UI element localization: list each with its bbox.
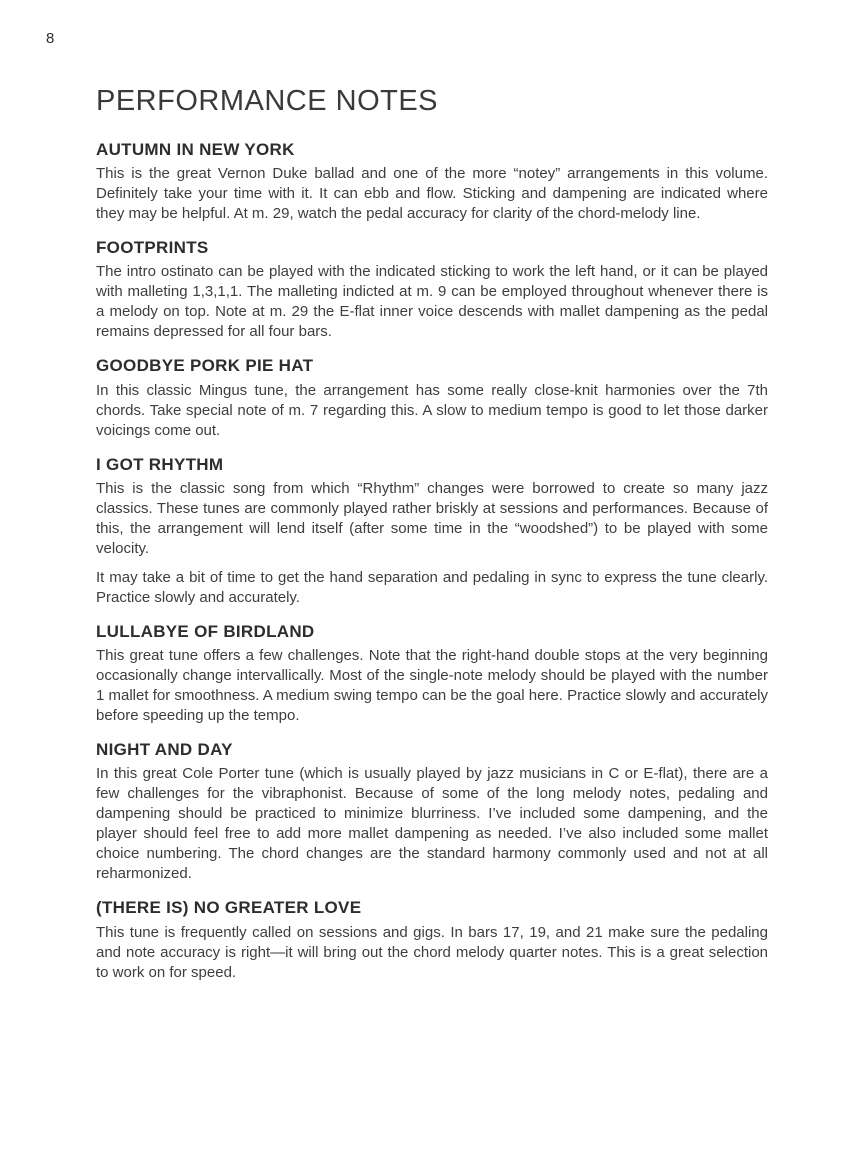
- section-paragraph: This tune is frequently called on sessions and gigs. In bars 17, 19, and 21 make sure the pedaling and note accuracy is right—it will bring out the chord melody quarter notes. This is a great selection to work on for speed.: [96, 923, 768, 981]
- section-heading: LULLABYE OF BIRDLAND: [96, 621, 315, 641]
- section-paragraph: This great tune offers a few challenges. Note that the right-hand double stops at the very beginning occasionally change intervallically. Most of the single-note melody should be played with the number 1 mallet for smoothness. A medium swing tempo can be the goal here. Practice slowly and accurately before speeding up the tempo.: [96, 647, 769, 725]
- section-paragraph: In this classic Mingus tune, the arrangement has some really close-knit harmonies over the 7th chords. Take special note of m. 7 regarding this. A slow to medium tempo is good to let those darker voicings come out.: [96, 381, 768, 439]
- section-heading: NIGHT AND DAY: [96, 740, 233, 760]
- section-paragraph: This is the classic song from which “Rhythm” changes were borrowed to create so many jazz classics. These tunes are commonly played rather briskly at sessions and performances. Because of this, the arrangement will lend itself (after some time in the “woodshed”) to be played with some velocity.: [96, 479, 768, 557]
- section-lullabye-of-birdland: [96, 621, 768, 726]
- section-paragraph: This is the great Vernon Duke ballad and one of the more “notey” arrangements in this volume. Definitely take your time with it. It can ebb and flow. Sticking and dampening are indicated where they may be helpful. At m. 29, watch the pedal accuracy for clarity of the chord-melody line.: [96, 165, 768, 223]
- section-autumn-in-new-york: [96, 139, 768, 224]
- section-heading: AUTUMN IN NEW YORK: [96, 139, 295, 159]
- section-heading: GOODBYE PORK PIE HAT: [96, 356, 314, 376]
- section-night-and-day: [96, 739, 768, 884]
- section-heading: (THERE IS) NO GREATER LOVE: [96, 898, 362, 918]
- section-i-got-rhythm: [96, 454, 768, 608]
- section-paragraph: It may take a bit of time to get the hand separation and pedaling in sync to express the tune clearly. Practice slowly and accurately.: [96, 568, 768, 606]
- section-goodbye-pork-pie-hat: [96, 355, 768, 440]
- page-title: PERFORMANCE NOTES: [96, 85, 439, 117]
- section-heading: I GOT RHYTHM: [96, 454, 224, 474]
- section-footprints: [96, 237, 768, 342]
- page-number: 8: [46, 30, 55, 47]
- section-paragraph: The intro ostinato can be played with the indicated sticking to work the left hand, or it can be played with malleting 1,3,1,1. The malleting indicted at m. 9 can be employed throughout whenever there is a melody on top. Note at m. 29 the E-flat inner voice descends with mallet dampening as the pedal remains depressed for all four bars.: [96, 263, 768, 341]
- section-paragraph: In this great Cole Porter tune (which is usually played by jazz musicians in C or E-flat), there are a few challenges for the vibraphonist. Because of some of the long melody notes, pedaling and dampening should be practiced to minimize blurriness. I’ve included some dampening, and the player should feel free to add more mallet dampening as needed. I’ve also included some mallet choice numbering. The chord changes are the standard harmony commonly used and not at all reharmonized.: [96, 765, 768, 883]
- section-heading: FOOTPRINTS: [96, 238, 209, 258]
- section-there-is-no-greater-love: [96, 897, 768, 982]
